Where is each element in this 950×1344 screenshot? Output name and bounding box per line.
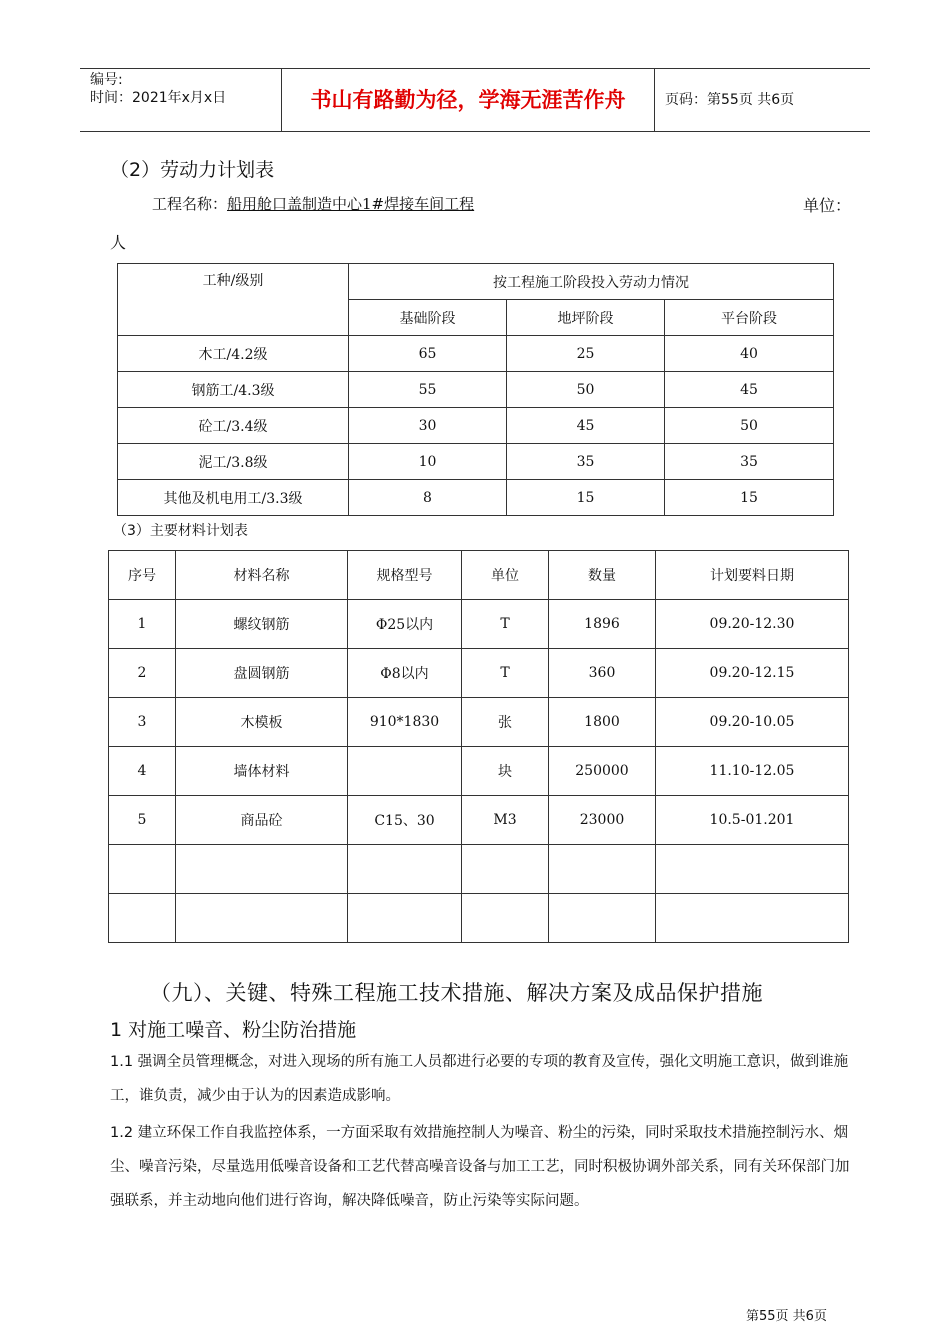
stage-header: 基础阶段 [349,300,507,336]
material-cell: 张 [462,698,549,747]
material-cell: 10.5-01.201 [656,796,849,845]
material-cell [549,894,656,943]
labor-group-header: 按工程施工阶段投入劳动力情况 [349,264,834,300]
material-header-cell: 数量 [549,551,656,600]
material-cell: 23000 [549,796,656,845]
material-cell: 墙体材料 [176,747,348,796]
labor-table [117,263,834,516]
value-cell: 35 [507,444,665,480]
material-cell: 商品砼 [176,796,348,845]
stage-header: 地坪阶段 [507,300,665,336]
value-cell: 50 [507,372,665,408]
table-row [109,845,849,894]
value-cell: 30 [349,408,507,444]
material-cell: 09.20-10.05 [656,698,849,747]
material-header-cell: 计划要料日期 [656,551,849,600]
paragraph-1-1: 1.1 强调全员管理概念，对进入现场的所有施工人员都进行必要的专项的教育及宣传，强化文明施工意识，做到谁施工，谁负责，减少由于认为的因素造成影响。 [110,1054,849,1104]
value-cell: 45 [507,408,665,444]
table-row [118,372,834,408]
header-meta [80,69,282,131]
material-cell [109,845,176,894]
labor-table-header-row [118,264,834,300]
material-cell: 360 [549,649,656,698]
material-cell: 1896 [549,600,656,649]
value-cell: 8 [349,480,507,516]
material-cell: Φ8以内 [348,649,462,698]
material-cell: 块 [462,747,549,796]
table-row [118,336,834,372]
section9-subtitle: 1 对施工噪音、粉尘防治措施 [110,1019,357,1041]
material-cell [656,845,849,894]
material-cell [348,747,462,796]
trade-cell: 钢筋工/4.3级 [118,372,349,408]
unit-value: 人 [110,233,127,252]
material-header-cell: 材料名称 [176,551,348,600]
section3-title: （3）主要材料计划表 [113,523,248,539]
material-header-cell: 单位 [462,551,549,600]
table-row [118,480,834,516]
value-cell: 65 [349,336,507,372]
table-row [118,444,834,480]
material-cell: 3 [109,698,176,747]
material-cell: 4 [109,747,176,796]
value-cell: 15 [507,480,665,516]
value-cell: 35 [665,444,834,480]
material-cell: T [462,600,549,649]
value-cell: 15 [665,480,834,516]
value-cell: 45 [665,372,834,408]
trade-cell: 木工/4.2级 [118,336,349,372]
page-header [80,68,870,132]
material-cell [176,845,348,894]
material-header-row [109,551,849,600]
value-cell: 25 [507,336,665,372]
trade-cell: 砼工/3.4级 [118,408,349,444]
stage-header: 平台阶段 [665,300,834,336]
material-cell: 5 [109,796,176,845]
table-row [109,600,849,649]
material-cell: 09.20-12.30 [656,600,849,649]
material-cell [348,894,462,943]
material-cell [109,894,176,943]
trade-cell: 其他及机电用工/3.3级 [118,480,349,516]
material-cell: C15、30 [348,796,462,845]
material-cell: 910*1830 [348,698,462,747]
material-header-cell: 序号 [109,551,176,600]
header-motto: 书山有路勤为径，学海无涯苦作舟 [282,69,655,131]
material-cell: M3 [462,796,549,845]
page-footer: 第55页 共6页 [746,1309,827,1324]
table-row [109,894,849,943]
material-cell [176,894,348,943]
material-cell [462,894,549,943]
paragraph-1-2: 1.2 建立环保工作自我监控体系，一方面采取有效措施控制人为噪音、粉尘的污染，同时采取技术措施控制污水、烟尘、噪音污染，尽量选用低噪音设备和工艺代替高噪音设备与加工工艺，同时积极协调外部关系，同有关环保部门加强联系，并主动地向他们进行咨询，解决降低噪音，防止污染等实际问题。 [110,1125,850,1209]
table-row [109,698,849,747]
header-number-label: 编号: [90,72,123,88]
material-header-cell: 规格型号 [348,551,462,600]
project-line [152,193,474,214]
value-cell: 10 [349,444,507,480]
table-row [109,649,849,698]
project-label: 工程名称： [152,195,228,213]
material-cell: 09.20-12.15 [656,649,849,698]
header-page-label: 页码：第55页 共6页 [665,92,795,108]
material-cell: Φ25以内 [348,600,462,649]
value-cell: 55 [349,372,507,408]
table-row [109,747,849,796]
section9-title: （九）、关键、特殊工程施工技术措施、解决方案及成品保护措施 [150,981,763,1005]
material-cell: 250000 [549,747,656,796]
material-cell [656,894,849,943]
section2-title: （2）劳动力计划表 [110,159,275,181]
material-cell: 螺纹钢筋 [176,600,348,649]
material-cell: 2 [109,649,176,698]
material-cell: T [462,649,549,698]
header-time-label: 时间：2021年x月x日 [90,90,227,106]
value-cell: 40 [665,336,834,372]
material-cell: 11.10-12.05 [656,747,849,796]
table-row [118,408,834,444]
material-cell [462,845,549,894]
material-cell: 盘圆钢筋 [176,649,348,698]
material-cell: 1800 [549,698,656,747]
unit-label: 单位： [803,196,852,215]
material-table [108,550,849,943]
project-name: 船用舱口盖制造中心1#焊接车间工程 [227,195,475,213]
labor-col-header: 工种/级别 [118,264,349,336]
material-cell [549,845,656,894]
material-cell: 木模板 [176,698,348,747]
table-row [109,796,849,845]
trade-cell: 泥工/3.8级 [118,444,349,480]
material-cell: 1 [109,600,176,649]
value-cell: 50 [665,408,834,444]
material-cell [348,845,462,894]
